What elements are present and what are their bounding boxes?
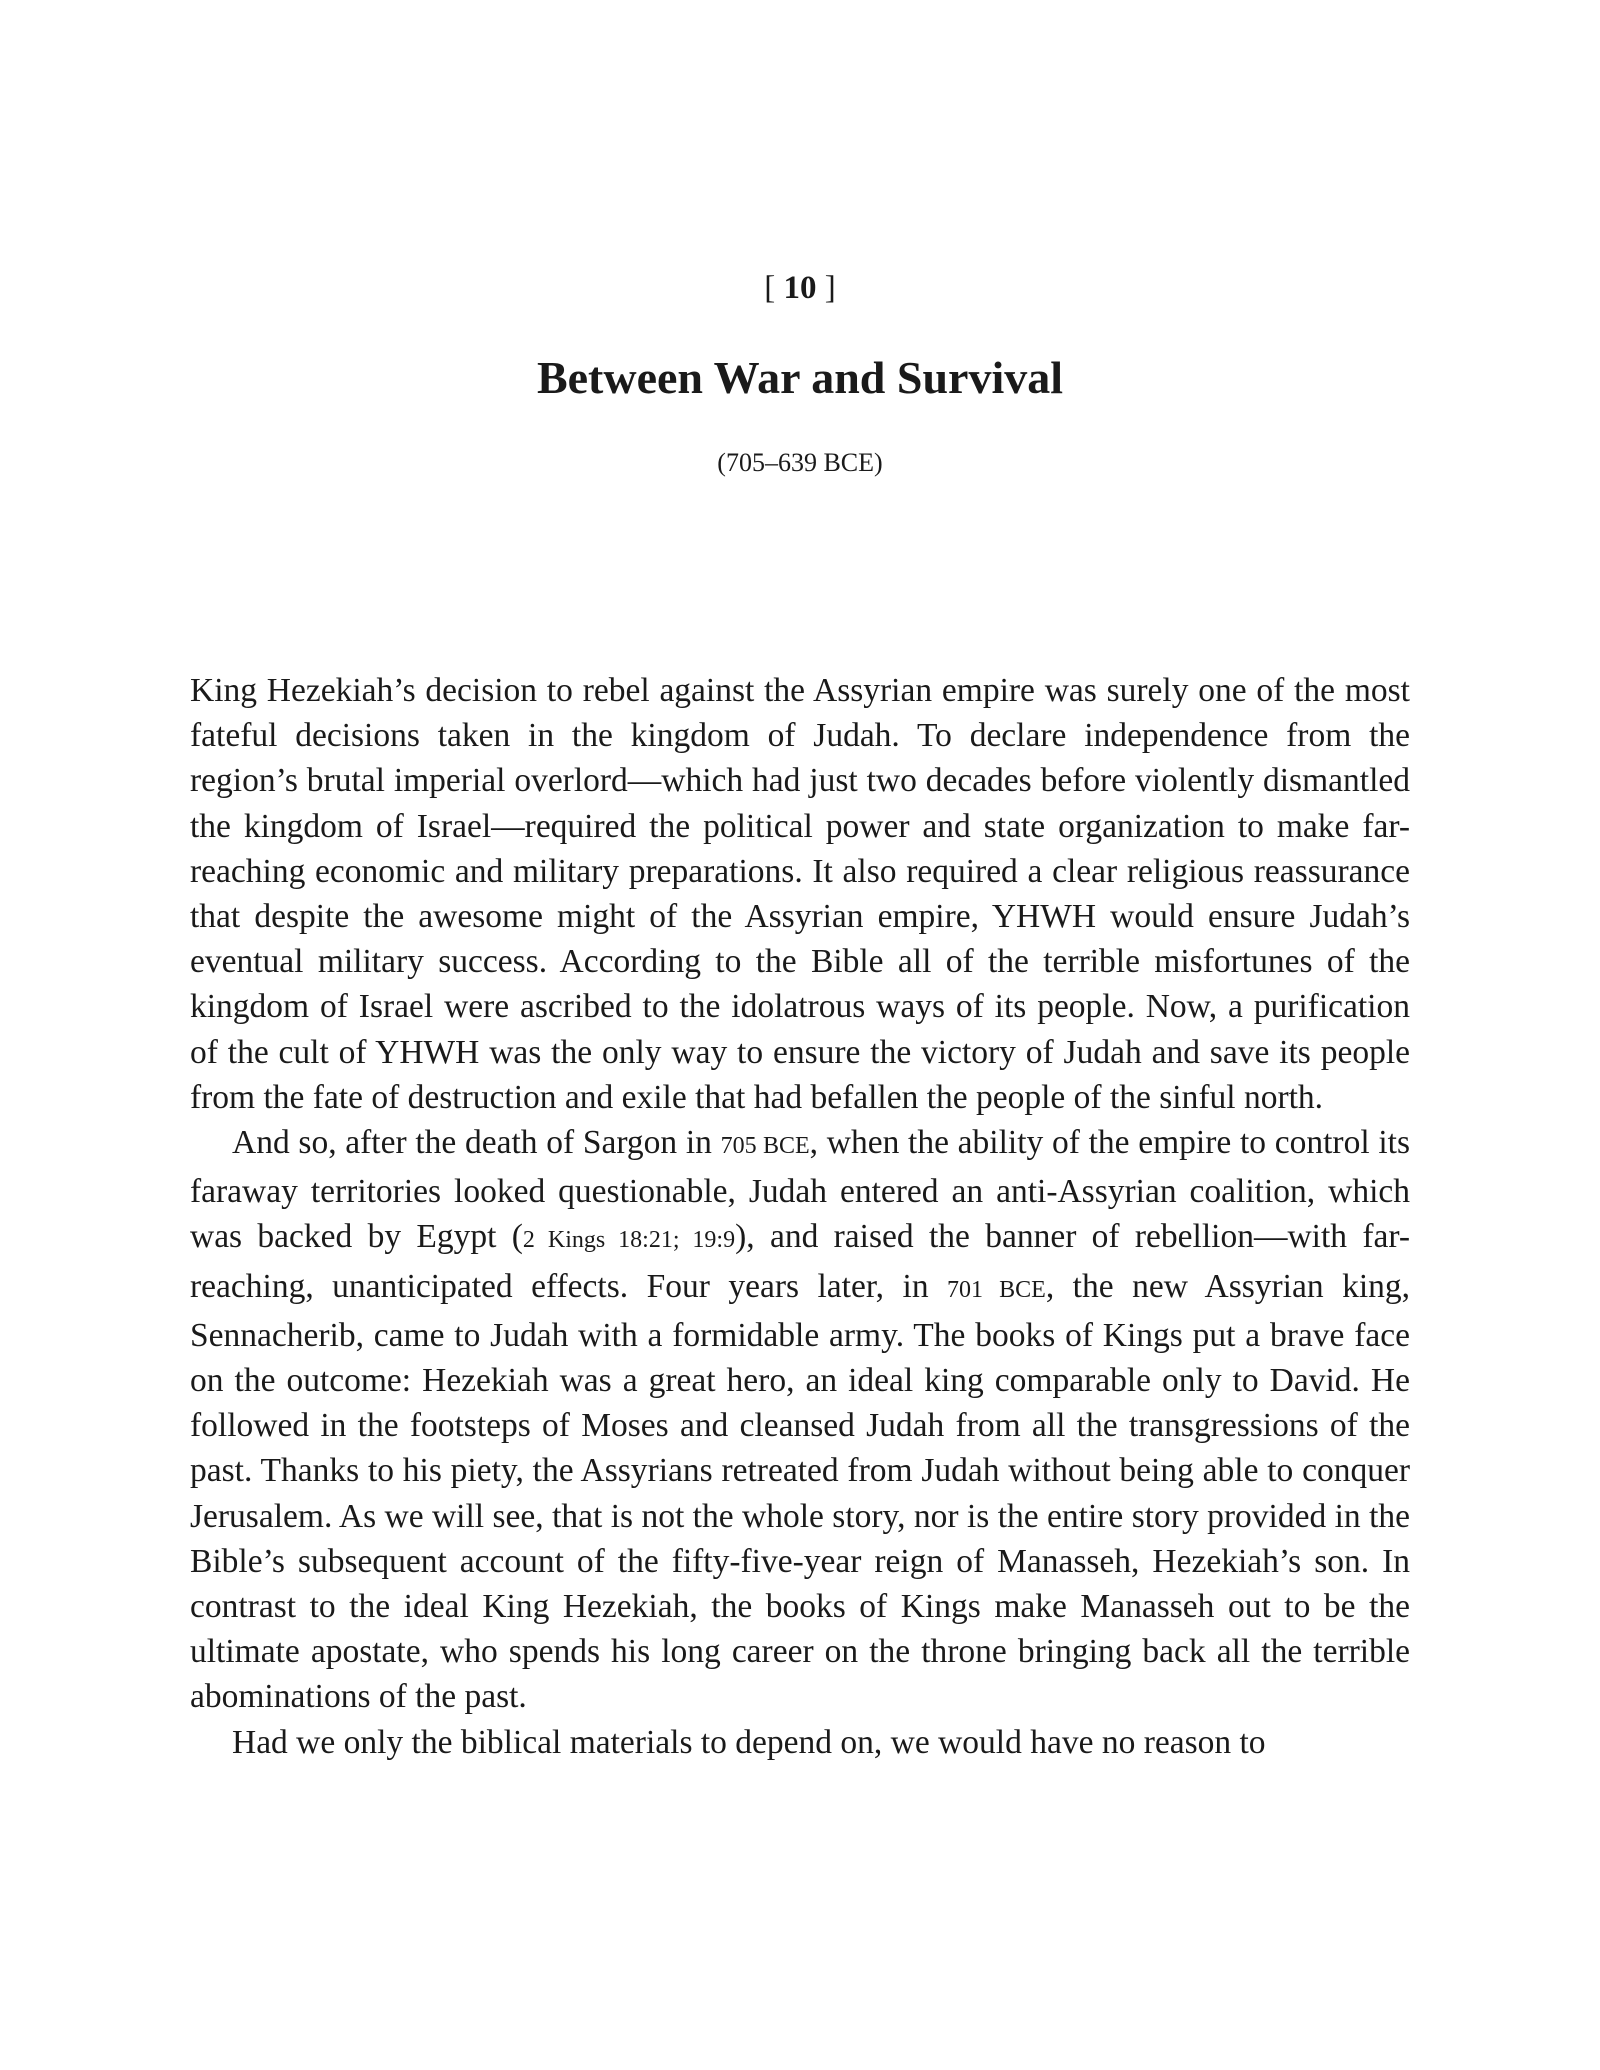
- paragraph-2-text-b: , when the ability of the empire to control its faraway territories looked questionable, Judah entered an anti-Assyrian coalition, which was backed by Egypt (: [190, 1124, 1410, 1256]
- chapter-number-close-bracket: ]: [816, 270, 836, 306]
- chapter-number: [0, 268, 1600, 308]
- paragraph-2-text-d: , the new Assyrian king, Sennacherib, came to Judah with a formidable army. The books of Kings put a brave face on the outcome: Hezekiah was a great hero, an ideal king comparable only to David. He followed in the footsteps of Moses and cleansed Judah from all the transgressions of the past. Thanks to his piety, the Assyrians retreated from Judah without being able to conquer Jerusalem. As we will see, that is not the whole story, nor is the entire story provided in the Bible’s subsequent account of the fifty-five-year reign of Manasseh, Hezekiah’s son. In contrast to the ideal King Hezekiah, the books of Kings make Manasseh out to be the ultimate apostate, who spends his long career on the throne bringing back all the terrible abominations of the past.: [190, 1267, 1411, 1716]
- scripture-reference: 2 Kings 18:21; 19:9: [522, 1227, 736, 1254]
- paragraph-2: [190, 1120, 1410, 1720]
- paragraph-3: Had we only the biblical materials to depend on, we would have no reason to: [232, 1723, 1266, 1761]
- paragraph-2-text-a: And so, after the death of Sargon in: [232, 1124, 721, 1162]
- paragraph-2-text-c: ), and raised the banner of rebellion—with far-reaching, unanticipated effects. Four years later, in: [190, 1218, 1411, 1305]
- chapter-number-open-bracket: [: [764, 270, 784, 306]
- date-705-bce: 705 BCE: [720, 1133, 810, 1160]
- date-701-bce: 701 BCE: [947, 1276, 1046, 1303]
- chapter-number-value: 10: [783, 270, 817, 306]
- paragraph-1: King Hezekiah’s decision to rebel against the Assyrian empire was surely one of the most fateful decisions taken in the kingdom of Judah. To declare independence from the region’s brutal imperial overlord—which had just two decades before violently dismantled the kingdom of Israel—required the political power and state organization to make far-reaching economic and military preparations. It also required a clear religious reassurance that despite the awesome might of the Assyrian empire, YHWH would ensure Judah’s eventual military success. According to the Bible all of the terrible misfortunes of the kingdom of Israel were ascribed to the idolatrous ways of its people. Now, a purification of the cult of YHWH was the only way to ensure the victory of Judah and save its people from the fate of destruction and exile that had befallen the people of the sinful north.: [190, 672, 1410, 1116]
- body-text: [190, 668, 1410, 1765]
- chapter-dates: (705–639 BCE): [717, 448, 883, 477]
- chapter-title: Between War and Survival: [536, 352, 1064, 403]
